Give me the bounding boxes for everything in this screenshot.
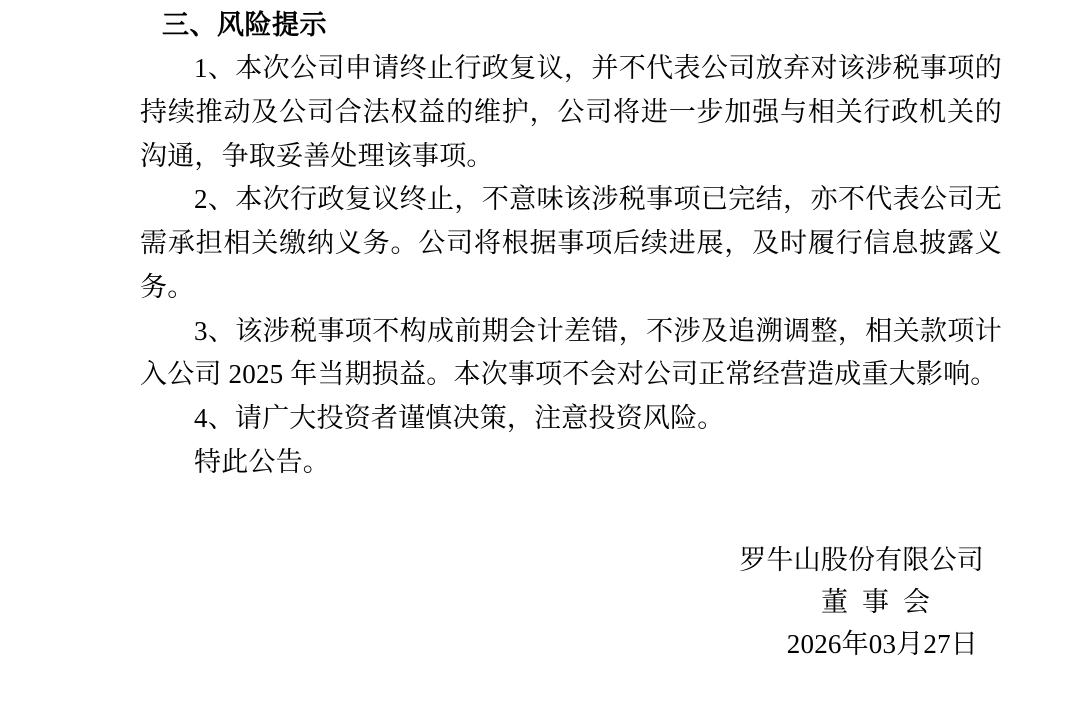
signature-company: 罗牛山股份有限公司 [739, 545, 984, 576]
paragraph-4: 4、请广大投资者谨慎决策，注意投资风险。 [194, 403, 725, 434]
closing-statement: 特此公告。 [194, 446, 330, 477]
paragraph-1: 1、本次公司申请终止行政复议，并不代表公司放弃对该涉税事项的持续推动及公司合法权益的维护，公司将进一步加强与相关行政机关的沟通，争取妥善处理该事项。 [140, 53, 1002, 171]
signature-board: 董事会 [821, 587, 944, 618]
paragraph-3: 3、该涉税事项不构成前期会计差错，不涉及追溯调整，相关款项计入公司 2025 年当期损益。本次事项不会对公司正常经营造成重大影响。 [140, 315, 1002, 390]
paragraph-2: 2、本次行政复议终止，不意味该涉税事项已完结，亦不代表公司无需承担相关缴纳义务。公司将根据事项后续进展，及时履行信息披露义务。 [140, 184, 1002, 302]
signature-date: 2026年03月27日 [786, 629, 978, 660]
page-title: 三、风险提示 [162, 10, 327, 40]
signature-block [140, 540, 1002, 666]
